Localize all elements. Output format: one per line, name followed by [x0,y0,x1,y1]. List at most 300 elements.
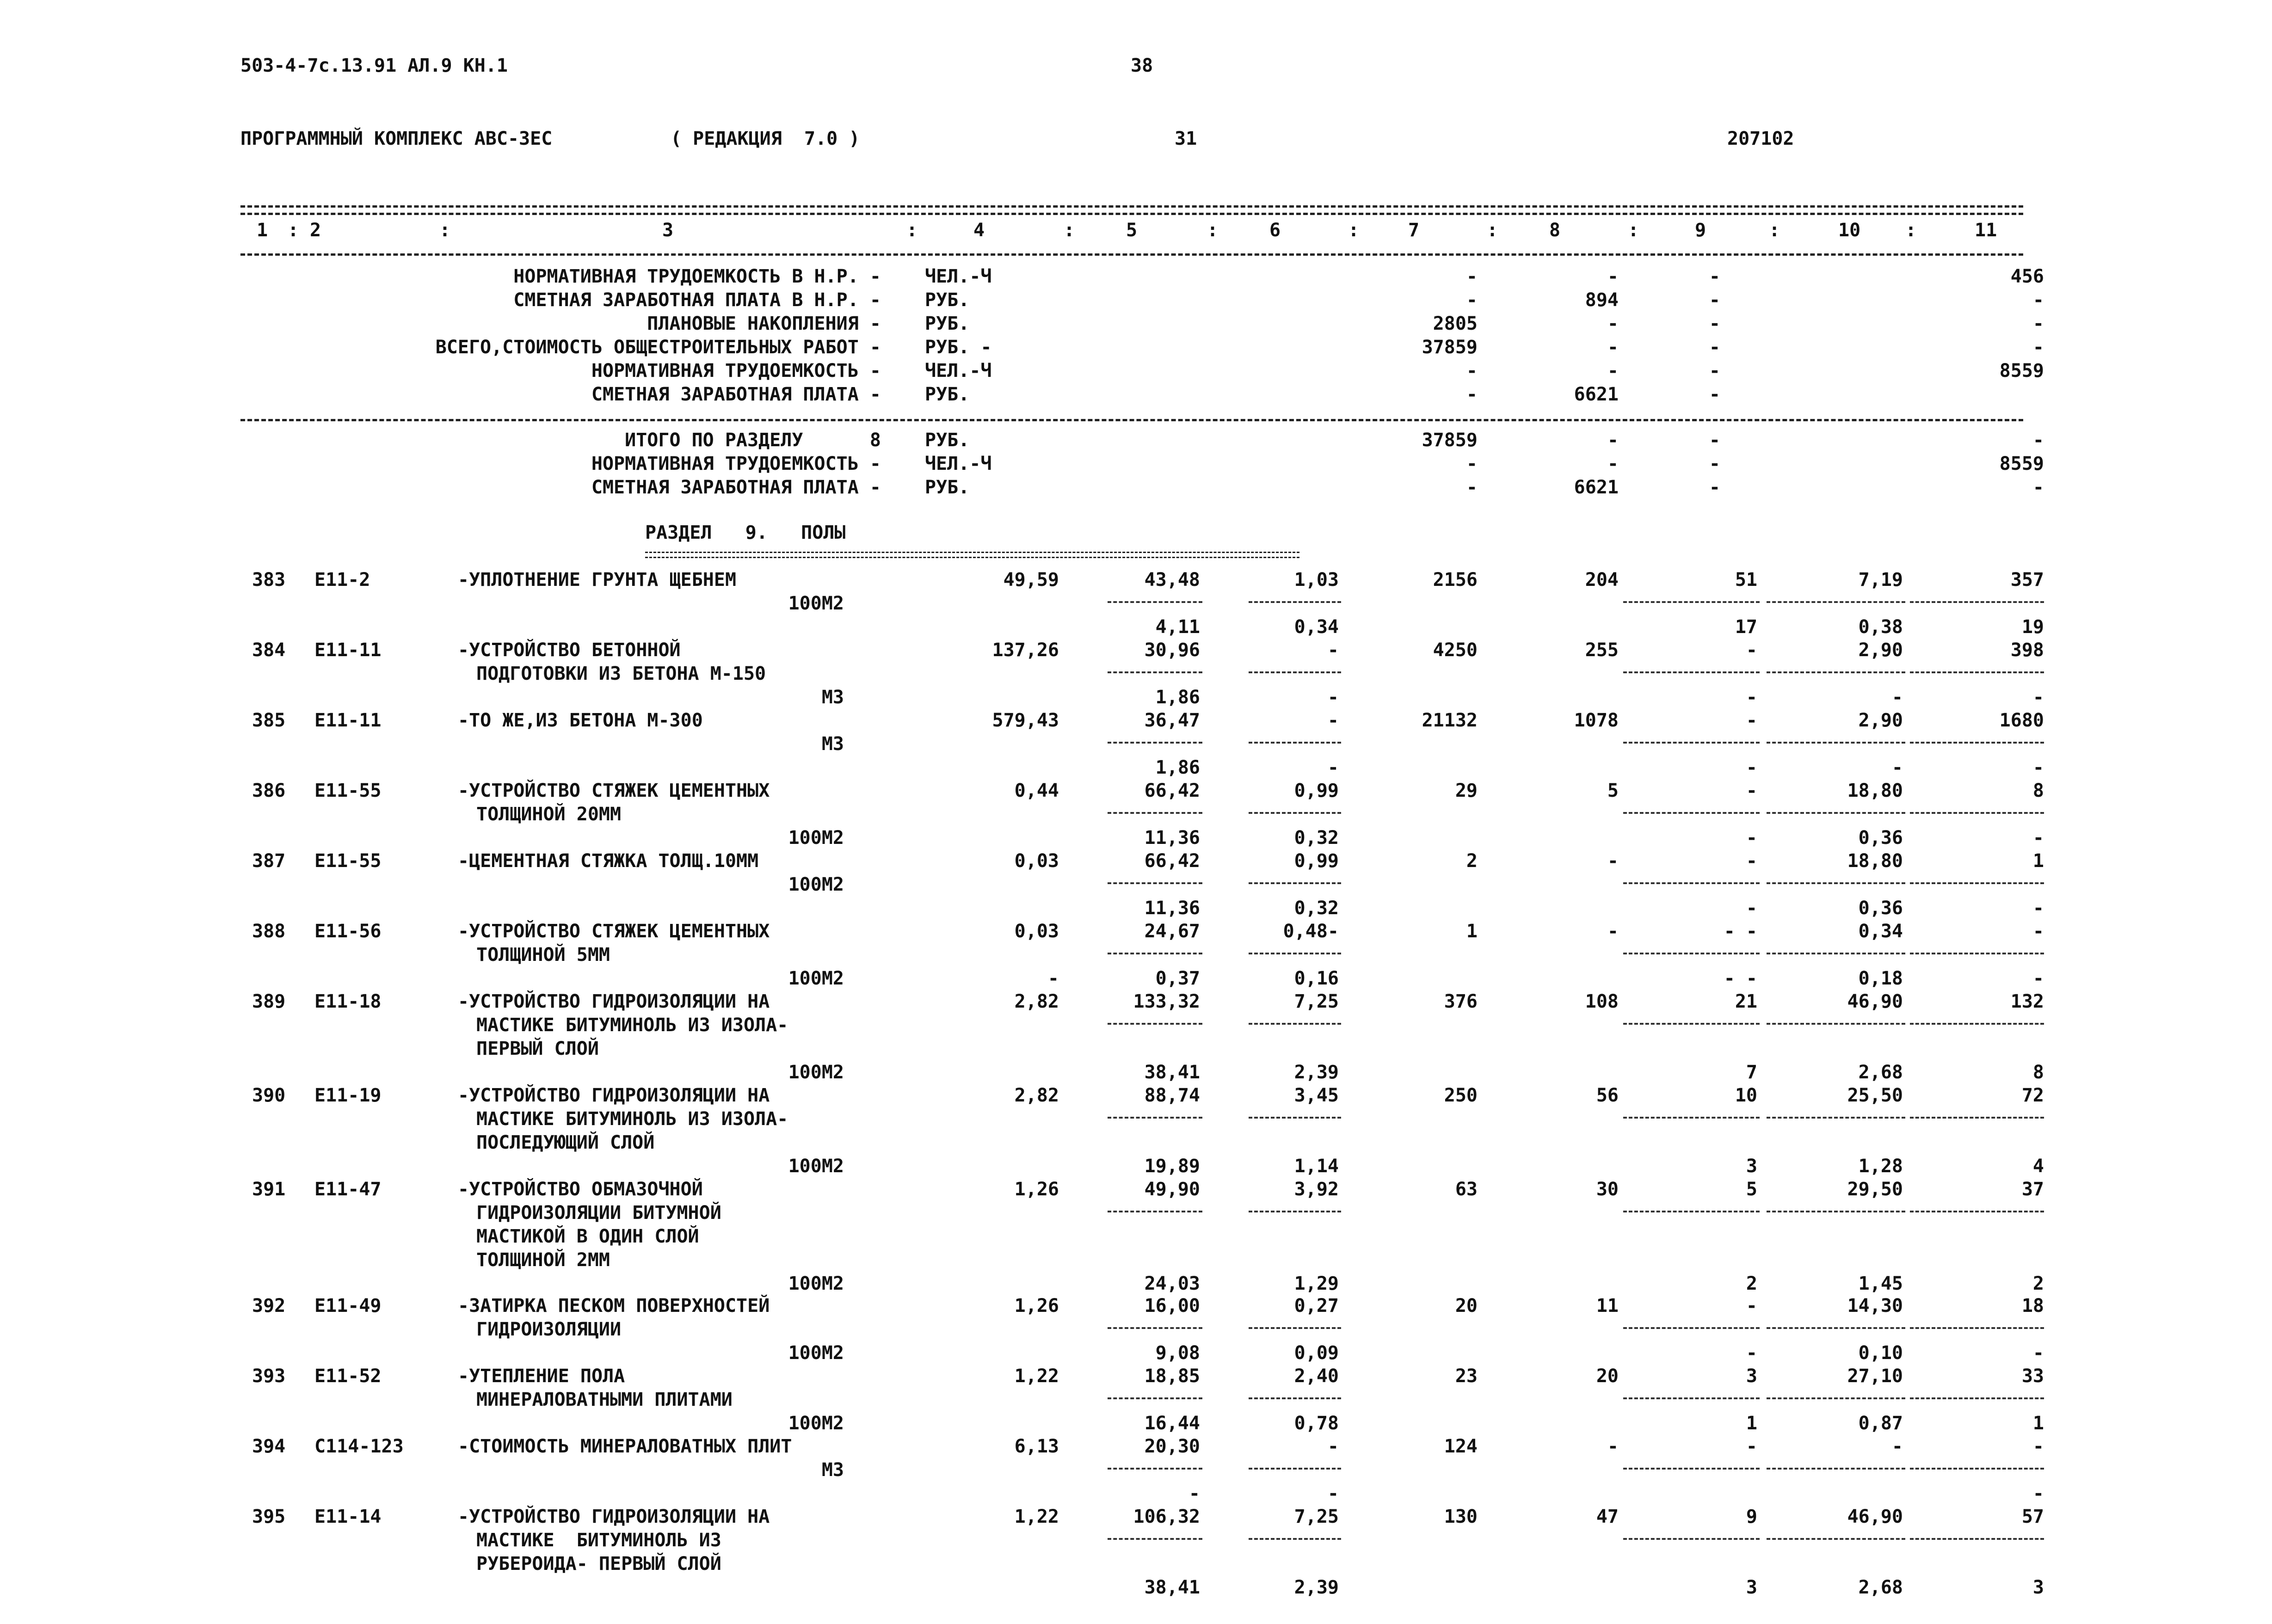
item-description: -ЗАТИРКА ПЕСКОМ ПОВЕРХНОСТЕЙ [458,1295,770,1316]
summary-col7: 37859 [1422,430,1478,451]
item-separator [1249,1023,1341,1025]
item-description: МАСТИКЕ БИТУМИНОЛЬ ИЗ ИЗОЛА- [476,1015,788,1036]
item-sub-s11: - [2032,1342,2044,1364]
item-sub-s5: 4,11 [1155,616,1200,638]
item-c9: - [1746,640,1757,661]
item-separator [1623,1117,1760,1119]
summary-unit: РУБ. [925,430,970,451]
item-c8: 108 [1585,991,1619,1012]
item-description: МИНЕРАЛОВАТНЫМИ ПЛИТАМИ [476,1389,733,1410]
summary-col11: 456 [2010,266,2044,287]
item-separator [1910,1327,2044,1329]
item-separator [1623,601,1760,603]
item-c10: 0,34 [1858,921,1903,942]
item-unit: 100М2 [788,1413,844,1434]
item-description: -УСТРОЙСТВО БЕТОННОЙ [458,640,681,661]
item-unit: 100М2 [788,968,844,989]
item-c11: 57 [2021,1506,2044,1527]
item-sub-s5: 19,89 [1144,1156,1200,1177]
item-c7: 250 [1444,1085,1478,1106]
item-sub-s10: 0,36 [1858,898,1903,919]
item-c5: 49,90 [1144,1179,1200,1200]
item-sub-s10: 0,36 [1858,827,1903,849]
item-c10: 46,90 [1847,1506,1903,1527]
item-sub-s9: - [1746,757,1757,778]
item-c6: 2,40 [1294,1366,1339,1387]
item-separator [1767,671,1905,673]
item-separator [1623,1327,1760,1329]
item-rate-code: Е11-18 [314,991,382,1012]
summary-label: СМЕТНАЯ ЗАРАБОТНАЯ ПЛАТА - [591,477,881,498]
item-quantity: 0,03 [1014,850,1059,872]
item-sub-s6: 2,39 [1294,1062,1339,1083]
item-description: ТОЛЩИНОЙ 5ММ [476,944,610,966]
item-rate-code: Е11-11 [314,640,382,661]
item-c9: - [1746,1295,1757,1316]
summary-col8: - [1607,313,1619,334]
item-sub-s6: 0,78 [1294,1413,1339,1434]
item-separator [1767,1211,1905,1212]
item-unit: 100М2 [788,1062,844,1083]
item-number: 386 [252,780,286,801]
summary-label: НОРМАТИВНАЯ ТРУДОЕМКОСТЬ В Н.Р. - [513,266,881,287]
item-separator [1108,1211,1202,1212]
item-description: -ТО ЖЕ,ИЗ БЕТОНА М-300 [458,710,703,731]
item-separator [1767,812,1905,814]
header-rule-bottom [240,253,2023,256]
summary-col11: - [2032,337,2044,358]
item-sub-s9: 7 [1746,1062,1757,1083]
column-number: 5 [1126,220,1138,241]
item-sub-s5: 11,36 [1144,827,1200,849]
column-separator: : [1348,220,1360,241]
item-c6: 1,03 [1294,569,1339,591]
item-sub-s10: 0,18 [1858,968,1903,989]
item-separator [1910,953,2044,954]
item-separator [1249,812,1341,814]
item-c7: 20 [1455,1295,1478,1316]
item-separator [1623,812,1760,814]
item-sub-s9: - [1746,1342,1757,1364]
summary-col7: - [1466,453,1478,474]
item-c5: 20,30 [1144,1436,1200,1457]
summary-col7: 37859 [1422,337,1478,358]
section-title: РАЗДЕЛ 9. ПОЛЫ [645,522,846,543]
item-c8: 11 [1596,1295,1619,1316]
item-number: 394 [252,1436,286,1457]
item-c6: 0,99 [1294,850,1339,872]
item-sub-s6: 0,34 [1294,616,1339,638]
column-number: 4 [973,220,985,241]
item-description: ГИДРОИЗОЛЯЦИИ [476,1319,622,1340]
item-sub-s9: 1 [1746,1413,1757,1434]
item-sub-s6: 0,16 [1294,968,1339,989]
item-c9: 21 [1735,991,1757,1012]
summary-col8: - [1607,337,1619,358]
page-number: 38 [1131,55,1153,76]
item-description: -УСТРОЙСТВО СТЯЖЕК ЦЕМЕНТНЫХ [458,921,770,942]
summary-col7: - [1466,289,1478,311]
item-separator [1767,1117,1905,1119]
item-quantity: 6,13 [1014,1436,1059,1457]
item-separator [1249,953,1341,954]
item-rate-code: Е11-55 [314,780,382,801]
item-unit: 100М2 [788,874,844,895]
item-sub-s11: 19 [2021,616,2044,638]
item-separator [1910,1468,2044,1470]
item-separator [1767,1023,1905,1025]
item-separator [1910,1538,2044,1540]
item-c5: 88,74 [1144,1085,1200,1106]
item-number: 388 [252,921,286,942]
item-description: -УСТРОЙСТВО ГИДРОИЗОЛЯЦИИ НА [458,1085,770,1106]
item-c8: 204 [1585,569,1619,591]
item-sub-s5: 1,86 [1155,757,1200,778]
item-c8: 5 [1607,780,1619,801]
item-separator [1249,742,1341,744]
summary-col11: 8559 [1999,360,2044,381]
item-separator [1910,882,2044,884]
column-separator: : [439,220,451,241]
item-separator [1623,1397,1760,1399]
item-sub-s5: 1,86 [1155,687,1200,708]
item-sub-s10: 1,45 [1858,1273,1903,1294]
item-sub-s11: 4 [2032,1156,2044,1177]
item-separator [1249,671,1341,673]
item-c6: 3,92 [1294,1179,1339,1200]
item-c9: - - [1724,921,1757,942]
item-separator [1108,1538,1202,1540]
item-c9: - [1746,1436,1757,1457]
summary-col11: - [2032,313,2044,334]
item-c11: 1680 [1999,710,2044,731]
item-separator [1108,1117,1202,1119]
item-separator [1767,953,1905,954]
item-rate-code: Е11-56 [314,921,382,942]
section-title-underline [645,552,1299,558]
summary-unit: РУБ. [925,289,970,311]
program-name: ПРОГРАММНЫЙ КОМПЛЕКС АВС-3ЕС [240,128,553,149]
summary-label: ВСЕГО,СТОИМОСТЬ ОБЩЕСТРОИТЕЛЬНЫХ РАБОТ - [435,337,881,358]
item-quantity: 579,43 [992,710,1059,731]
document-code: 503-4-7с.13.91 АЛ.9 КН.1 [240,55,508,76]
item-separator [1249,1397,1341,1399]
column-separator: : [1207,220,1219,241]
item-sub-s10: 2,68 [1858,1577,1903,1598]
item-rate-code: Е11-52 [314,1366,382,1387]
column-separator: : [1487,220,1498,241]
item-unit: 100М2 [788,1273,844,1294]
item-c11: - [2032,921,2044,942]
item-c8: 56 [1596,1085,1619,1106]
item-separator [1767,601,1905,603]
item-separator [1767,742,1905,744]
item-c7: 4250 [1433,640,1478,661]
item-c9: 9 [1746,1506,1757,1527]
item-sub-s10: 0,87 [1858,1413,1903,1434]
summary-col8: - [1607,360,1619,381]
item-sub-s5: 38,41 [1144,1577,1200,1598]
item-c5: 36,47 [1144,710,1200,731]
item-sub-s11: 2 [2032,1273,2044,1294]
item-sub-c4: - [1047,968,1059,989]
item-rate-code: Е11-2 [314,569,370,591]
item-description: -УТЕПЛЕНИЕ ПОЛА [458,1366,625,1387]
item-separator [1910,742,2044,744]
item-c8: 47 [1596,1506,1619,1527]
item-c7: 130 [1444,1506,1478,1527]
item-separator [1910,1397,2044,1399]
summary-col8: - [1607,430,1619,451]
item-quantity: 1,22 [1014,1366,1059,1387]
item-number: 385 [252,710,286,731]
summary-col9: - [1709,313,1720,334]
item-c11: 1 [2032,850,2044,872]
item-sub-s9: 3 [1746,1156,1757,1177]
column-separator: : [288,220,299,241]
item-quantity: 0,03 [1014,921,1059,942]
item-c7: 29 [1455,780,1478,801]
summary-col11: - [2032,477,2044,498]
summary-col8: 6621 [1574,384,1619,405]
item-c10: 25,50 [1847,1085,1903,1106]
item-description: МАСТИКОЙ В ОДИН СЛОЙ [476,1226,699,1247]
item-c6: 0,27 [1294,1295,1339,1316]
item-c6: - [1327,1436,1339,1457]
item-quantity: 1,22 [1014,1506,1059,1527]
item-separator [1910,812,2044,814]
item-sub-s11: - [2032,757,2044,778]
item-separator [1108,953,1202,954]
item-unit: 100М2 [788,1342,844,1364]
item-c9: - [1746,710,1757,731]
item-c10: 14,30 [1847,1295,1903,1316]
item-c7: 376 [1444,991,1478,1012]
summary-col8: 894 [1585,289,1619,311]
item-description: МАСТИКЕ БИТУМИНОЛЬ ИЗ [476,1530,721,1551]
column-separator: : [1628,220,1639,241]
summary-col11: 8559 [1999,453,2044,474]
item-c10: 18,80 [1847,850,1903,872]
item-c8: 255 [1585,640,1619,661]
summary-unit: РУБ. [925,477,970,498]
item-quantity: 2,82 [1014,991,1059,1012]
item-c7: 1 [1466,921,1478,942]
item-sub-s10: 0,10 [1858,1342,1903,1364]
column-number: 9 [1695,220,1706,241]
item-c8: - [1607,1436,1619,1457]
item-c7: 2156 [1433,569,1478,591]
column-separator: : [1064,220,1075,241]
item-separator [1767,1538,1905,1540]
item-c6: - [1327,710,1339,731]
item-description: -УПЛОТНЕНИЕ ГРУНТА ЩЕБНЕМ [458,569,737,591]
item-rate-code: Е11-47 [314,1179,382,1200]
item-sub-s6: 0,09 [1294,1342,1339,1364]
column-number: 7 [1408,220,1420,241]
item-separator [1108,671,1202,673]
item-sub-s11: 8 [2032,1062,2044,1083]
edition: ( РЕДАКЦИЯ 7.0 ) [671,128,860,149]
item-number: 387 [252,850,286,872]
column-number: 3 [662,220,674,241]
item-separator [1623,953,1760,954]
summary-unit: РУБ. [925,313,970,334]
item-description: МАСТИКЕ БИТУМИНОЛЬ ИЗ ИЗОЛА- [476,1108,788,1130]
item-separator [1108,812,1202,814]
item-sub-s9: 2 [1746,1273,1757,1294]
item-c10: 27,10 [1847,1366,1903,1387]
summary-col9: - [1709,384,1720,405]
item-c9: - [1746,780,1757,801]
item-description: -УСТРОЙСТВО ОБМАЗОЧНОЙ [458,1179,703,1200]
item-number: 391 [252,1179,286,1200]
item-separator [1623,742,1760,744]
item-separator [1767,1327,1905,1329]
item-separator [1623,1468,1760,1470]
item-c11: 398 [2010,640,2044,661]
summary-col9: - [1709,266,1720,287]
item-sub-s11: - [2032,968,2044,989]
item-c9: 10 [1735,1085,1757,1106]
item-separator [1249,882,1341,884]
item-separator [1249,1468,1341,1470]
item-c10: 46,90 [1847,991,1903,1012]
item-separator [1767,882,1905,884]
item-c6: - [1327,640,1339,661]
item-c5: 16,00 [1144,1295,1200,1316]
summary-unit: ЧЕЛ.-Ч [925,453,992,474]
summary-col11: - [2032,289,2044,311]
item-number: 390 [252,1085,286,1106]
summary-col8: - [1607,266,1619,287]
item-c6: 7,25 [1294,991,1339,1012]
document-number: 207102 [1727,128,1794,149]
item-c8: 30 [1596,1179,1619,1200]
summary-col8: 6621 [1574,477,1619,498]
item-separator [1910,671,2044,673]
item-c7: 2 [1466,850,1478,872]
item-separator [1249,601,1341,603]
item-unit: 100М2 [788,1156,844,1177]
summary-col7: 2805 [1433,313,1478,334]
item-separator [1767,1468,1905,1470]
item-c5: 106,32 [1133,1506,1200,1527]
sheet-number: 31 [1175,128,1197,149]
item-quantity: 1,26 [1014,1295,1059,1316]
item-sub-s9: 17 [1735,616,1757,638]
item-sub-s6: 1,14 [1294,1156,1339,1177]
item-c9: - [1746,850,1757,872]
item-number: 392 [252,1295,286,1316]
item-sub-s5: - [1188,1483,1200,1504]
item-separator [1108,1023,1202,1025]
item-sub-s6: - [1327,1483,1339,1504]
item-quantity: 49,59 [1003,569,1059,591]
summary-col7: - [1466,477,1478,498]
item-separator [1623,1538,1760,1540]
item-number: 393 [252,1366,286,1387]
item-c8: 1078 [1574,710,1619,731]
item-sub-s6: - [1327,687,1339,708]
item-number: 395 [252,1506,286,1527]
item-sub-s9: 3 [1746,1577,1757,1598]
item-sub-s6: - [1327,757,1339,778]
item-sub-s11: - [2032,687,2044,708]
item-c5: 43,48 [1144,569,1200,591]
item-description: ТОЛЩИНОЙ 2ММ [476,1249,610,1271]
summary-label: СМЕТНАЯ ЗАРАБОТНАЯ ПЛАТА - [591,384,881,405]
column-separator: : [1905,220,1917,241]
summary-unit: ЧЕЛ.-Ч [925,266,992,287]
item-description: ГИДРОИЗОЛЯЦИИ БИТУМНОЙ [476,1202,721,1224]
item-sub-s11: 3 [2032,1577,2044,1598]
item-c10: 7,19 [1858,569,1903,591]
item-c8: 20 [1596,1366,1619,1387]
item-description: -СТОИМОСТЬ МИНЕРАЛОВАТНЫХ ПЛИТ [458,1436,792,1457]
item-c10: 18,80 [1847,780,1903,801]
item-separator [1108,1327,1202,1329]
item-sub-s5: 0,37 [1155,968,1200,989]
summary-col9: - [1709,337,1720,358]
item-c7: 124 [1444,1436,1478,1457]
item-rate-code: Е11-11 [314,710,382,731]
summary-col9: - [1709,477,1720,498]
item-c11: 18 [2021,1295,2044,1316]
item-rate-code: Е11-19 [314,1085,382,1106]
item-quantity: 137,26 [992,640,1059,661]
item-c7: 21132 [1422,710,1478,731]
item-sub-s5: 11,36 [1144,898,1200,919]
item-description: -УСТРОЙСТВО ГИДРОИЗОЛЯЦИИ НА [458,991,770,1012]
item-description: ПОДГОТОВКИ ИЗ БЕТОНА М-150 [476,663,766,684]
item-sub-s5: 24,03 [1144,1273,1200,1294]
item-sub-s10: - [1891,757,1903,778]
item-c11: 357 [2010,569,2044,591]
item-c5: 18,85 [1144,1366,1200,1387]
column-number: 1 [257,220,268,241]
item-c9: 51 [1735,569,1757,591]
header-rule-top [240,205,2023,208]
item-separator [1767,1397,1905,1399]
column-separator: : [906,220,918,241]
item-separator [1910,1211,2044,1212]
summary-col9: - [1709,430,1720,451]
item-number: 384 [252,640,286,661]
item-description: ПОСЛЕДУЮЩИЙ СЛОЙ [476,1132,655,1153]
item-sub-s5: 9,08 [1155,1342,1200,1364]
header-rule-top-2 [240,213,2023,215]
summary-unit: РУБ. [925,384,970,405]
item-description: -ЦЕМЕНТНАЯ СТЯЖКА ТОЛЩ.10ММ [458,850,759,872]
item-sub-s6: 2,39 [1294,1577,1339,1598]
item-c11: 33 [2021,1366,2044,1387]
item-separator [1249,1117,1341,1119]
item-sub-s9: - [1746,898,1757,919]
item-separator [1249,1327,1341,1329]
column-separator: : [1769,220,1780,241]
item-c11: - [2032,1436,2044,1457]
item-sub-s11: - [2032,1483,2044,1504]
summary-label: СМЕТНАЯ ЗАРАБОТНАЯ ПЛАТА В Н.Р. - [513,289,881,311]
column-number: 6 [1269,220,1281,241]
item-separator [1108,882,1202,884]
item-c6: 0,99 [1294,780,1339,801]
item-sub-s10: 2,68 [1858,1062,1903,1083]
summary-col11: - [2032,430,2044,451]
item-unit: М3 [821,1459,844,1481]
item-separator [1249,1211,1341,1212]
